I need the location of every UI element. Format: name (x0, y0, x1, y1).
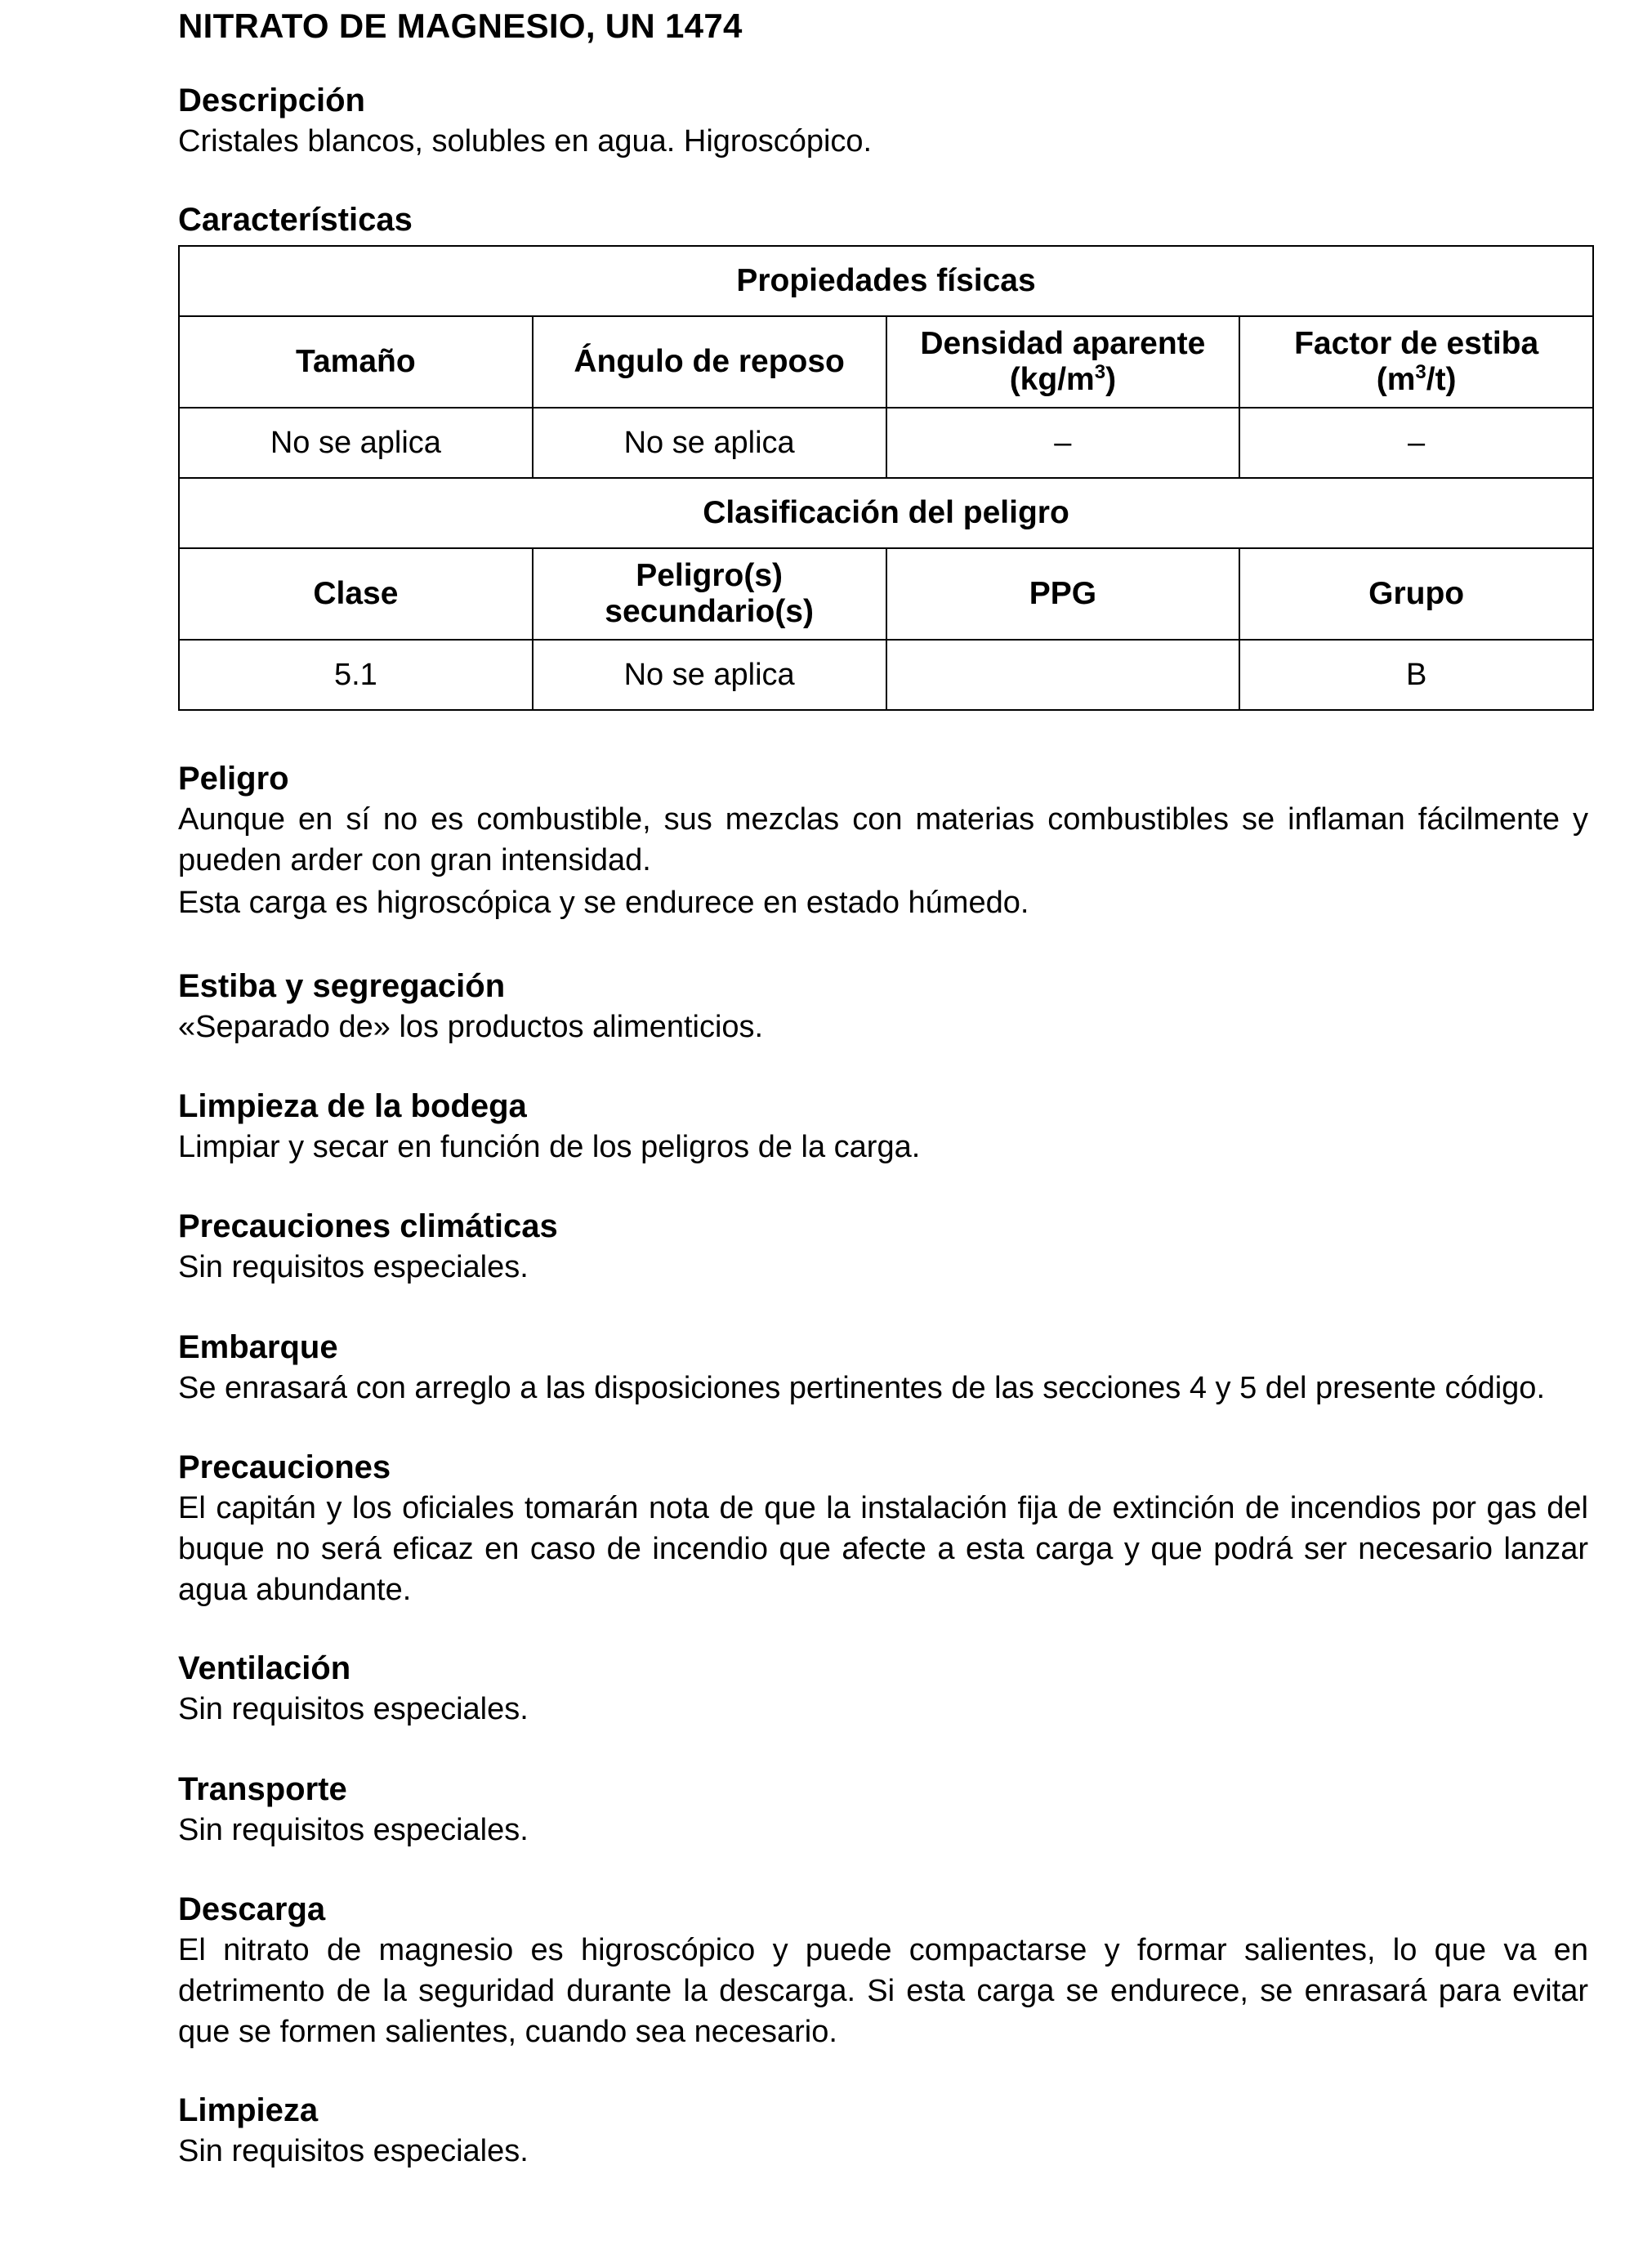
section-descripcion (178, 80, 1588, 162)
header-tamano: Tamaño (179, 316, 533, 408)
section-text: Sin requisitos especiales. (178, 1692, 529, 1726)
table-header-row (179, 548, 1593, 640)
header-densidad-unit-post: ) (1105, 362, 1117, 397)
header-densidad-line1: Densidad aparente (920, 326, 1206, 361)
cell-clase: 5.1 (179, 640, 533, 710)
section-estiba (178, 966, 1588, 1047)
table-row (179, 640, 1593, 710)
document-title: NITRATO DE MAGNESIO, UN 1474 (178, 7, 743, 45)
section-text: Cristales blancos, solubles en agua. Higroscópico. (178, 124, 873, 158)
section-text: El capitán y los oficiales tomarán nota de que la instalación fija de extinción de incendios por gas del buque no será eficaz en caso de incendio que afecte a esta carga y que podrá ser necesario lanzar agua abundante. (178, 1491, 1588, 1607)
header-factor-sup: 3 (1415, 361, 1426, 383)
section-ventilacion (178, 1648, 1588, 1730)
section-transporte (178, 1769, 1588, 1851)
section-heading: Descarga (178, 1891, 326, 1927)
section-embarque (178, 1327, 1588, 1409)
section-caracteristicas (178, 199, 1588, 240)
section-text: Aunque en sí no es combustible, sus mezclas con materias combustibles se inflaman fácilmente y pueden arder con gran intensidad. (178, 802, 1588, 877)
header-factor-unit-post: /t) (1426, 362, 1457, 397)
section-text: «Separado de» los productos alimenticios. (178, 1010, 764, 1044)
header-peligros-line1: Peligro(s) (636, 558, 784, 593)
header-densidad-sup: 3 (1094, 361, 1106, 383)
section-text: El nitrato de magnesio es higroscópico y puede compactarse y formar salientes, lo que va en detrimento de la seguridad durante la descarga. Si esta carga se endurece, se enrasará para evitar que se formen salientes, cuando sea necesario. (178, 1933, 1588, 2049)
group-title-clasificacion: Clasificación del peligro (179, 478, 1593, 548)
header-factor-unit-pre: (m (1376, 362, 1416, 397)
section-limpieza (178, 2090, 1588, 2172)
section-text: Sin requisitos especiales. (178, 2134, 529, 2168)
header-clase: Clase (179, 548, 533, 640)
section-heading: Embarque (178, 1329, 338, 1365)
section-limpieza-bodega (178, 1086, 1588, 1167)
section-heading: Estiba y segregación (178, 968, 506, 1004)
section-heading: Peligro (178, 761, 289, 797)
header-densidad-unit-pre: (kg/m (1009, 362, 1095, 397)
section-text: Sin requisitos especiales. (178, 1250, 529, 1284)
table-row (179, 408, 1593, 478)
cell-angulo: No se aplica (533, 408, 886, 478)
cell-densidad: – (886, 408, 1240, 478)
section-text: Sin requisitos especiales. (178, 1813, 529, 1847)
section-heading: Precauciones climáticas (178, 1208, 558, 1244)
header-grupo: Grupo (1239, 548, 1593, 640)
cell-peligros: No se aplica (533, 640, 886, 710)
section-precauciones (178, 1447, 1588, 1610)
properties-table (178, 245, 1594, 711)
section-text: Esta carga es higroscópica y se endurece en estado húmedo. (178, 886, 1029, 920)
header-factor-line1: Factor de estiba (1294, 326, 1539, 361)
section-descarga (178, 1889, 1588, 2052)
section-text: Se enrasará con arreglo a las disposiciones pertinentes de las secciones 4 y 5 del presente código. (178, 1371, 1546, 1405)
cell-factor: – (1239, 408, 1593, 478)
section-heading: Características (178, 202, 413, 238)
header-peligros (533, 548, 886, 640)
section-heading: Limpieza de la bodega (178, 1088, 527, 1124)
header-angulo: Ángulo de reposo (533, 316, 886, 408)
header-factor (1239, 316, 1593, 408)
cell-ppg (886, 640, 1240, 710)
section-heading: Transporte (178, 1771, 347, 1807)
section-peligro (178, 758, 1588, 923)
header-peligros-line2: secundario(s) (605, 594, 814, 629)
header-densidad (886, 316, 1240, 408)
group-title-propiedades: Propiedades físicas (179, 246, 1593, 316)
table-group-row (179, 478, 1593, 548)
section-heading: Ventilación (178, 1650, 351, 1686)
header-ppg: PPG (886, 548, 1240, 640)
table-header-row (179, 316, 1593, 408)
section-heading: Precauciones (178, 1449, 391, 1485)
cell-grupo: B (1239, 640, 1593, 710)
cell-tamano: No se aplica (179, 408, 533, 478)
section-text: Limpiar y secar en función de los peligros de la carga. (178, 1130, 921, 1164)
section-heading: Limpieza (178, 2092, 319, 2128)
section-precauciones-climaticas (178, 1206, 1588, 1288)
section-heading: Descripción (178, 83, 365, 118)
table-group-row (179, 246, 1593, 316)
